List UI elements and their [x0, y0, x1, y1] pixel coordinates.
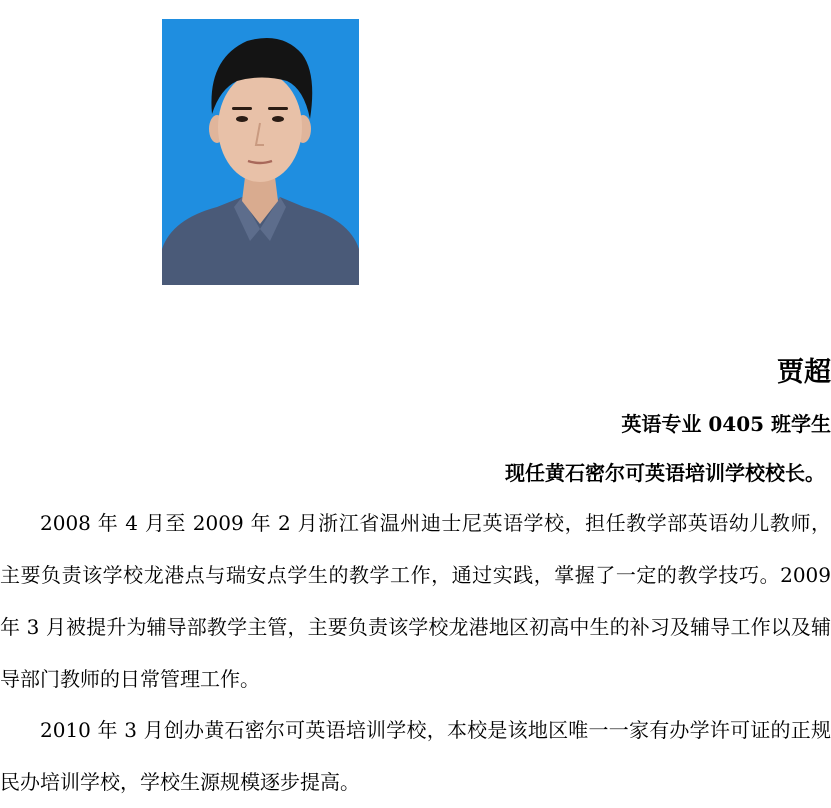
class-info: 英语专业 0405 班学生: [621, 412, 831, 436]
person-name: 贾超: [777, 357, 831, 388]
portrait-photo: [162, 19, 359, 285]
bio-paragraph: 2008 年 4 月至 2009 年 2 月浙江省温州迪士尼英语学校，担任教学部英语幼儿教师，主要负责该学校龙港点与瑞安点学生的教学工作，通过实践，掌握了一定的教学技巧。2009 年 3 月被提升为辅导部教学主管，主要负责该学校龙港地区初高中生的补习及辅导工作以及辅导部门教师的日常管理工作。: [0, 511, 831, 691]
bio-paragraph: 2010 年 3 月创办黄石密尔可英语培训学校，本校是该地区唯一一家有办学许可证的正规民办培训学校，学校生源规模逐步提高。: [0, 718, 831, 794]
current-position: 现任黄石密尔可英语培训学校校长。: [505, 461, 825, 485]
